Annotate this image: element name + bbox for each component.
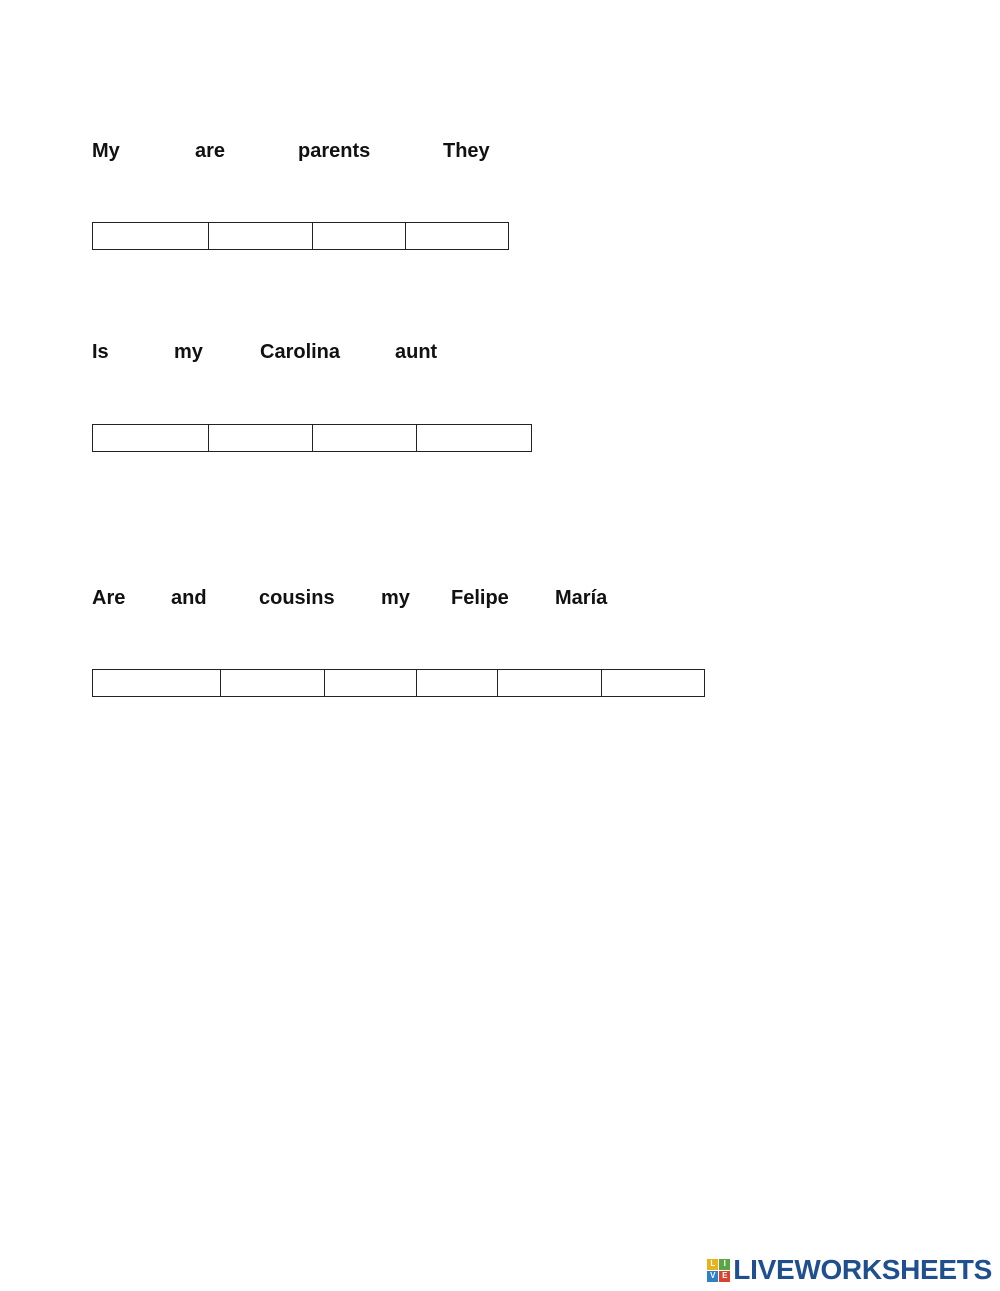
answer-cell[interactable] (93, 223, 209, 249)
answer-cell[interactable] (602, 670, 704, 696)
answer-cell[interactable] (498, 670, 602, 696)
answer-cell[interactable] (313, 223, 406, 249)
word-tile[interactable]: María (555, 587, 608, 609)
answer-row (92, 222, 509, 250)
word-tile[interactable]: my (174, 341, 203, 363)
answer-row (92, 424, 532, 452)
word-tile[interactable]: and (171, 587, 207, 609)
logo-mark-block: V (707, 1271, 718, 1282)
logo-mark-block: L (707, 1259, 718, 1270)
logo-mark-block: I (719, 1259, 730, 1270)
word-tile[interactable]: Is (92, 341, 109, 363)
answer-cell[interactable] (406, 223, 508, 249)
logo-mark-icon (707, 1259, 730, 1282)
word-tile[interactable]: aunt (395, 341, 438, 363)
answer-cell[interactable] (221, 670, 325, 696)
answer-cell[interactable] (325, 670, 417, 696)
answer-cell[interactable] (417, 670, 498, 696)
word-tile[interactable]: Are (92, 587, 126, 609)
liveworksheets-logo (707, 1256, 992, 1284)
word-tile[interactable]: are (195, 140, 226, 162)
logo-text: LIVEWORKSHEETS (733, 1254, 992, 1285)
answer-cell[interactable] (209, 425, 313, 451)
word-tile[interactable]: My (92, 140, 120, 162)
word-tile[interactable]: parents (298, 140, 371, 162)
answer-cell[interactable] (209, 223, 313, 249)
answer-cell[interactable] (93, 425, 209, 451)
answer-cell[interactable] (417, 425, 531, 451)
word-tile[interactable]: cousins (259, 587, 335, 609)
word-tile[interactable]: Carolina (260, 341, 341, 363)
answer-cell[interactable] (313, 425, 417, 451)
answer-cell[interactable] (93, 670, 221, 696)
word-tile[interactable]: They (443, 140, 490, 162)
word-tile[interactable]: my (381, 587, 410, 609)
answer-row (92, 669, 705, 697)
word-tile[interactable]: Felipe (451, 587, 509, 609)
logo-mark-block: E (719, 1271, 730, 1282)
